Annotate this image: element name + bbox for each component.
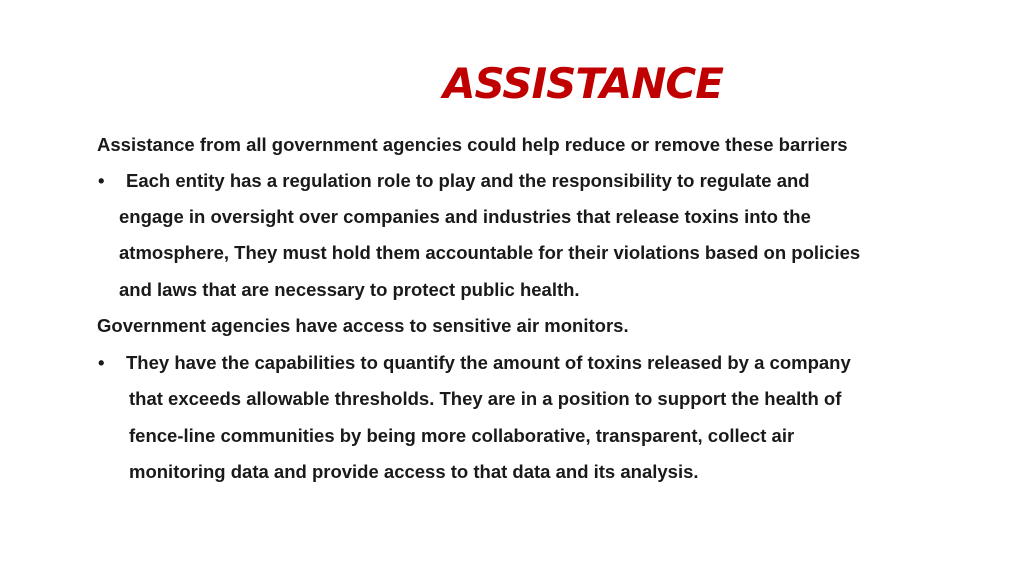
bullet-1-line-2: engage in oversight over companies and industries that release toxins into the bbox=[119, 206, 811, 227]
bullet-2-line-2: that exceeds allowable thresholds. They are in a position to support the health of bbox=[129, 388, 842, 409]
paragraph-2-heading: Government agencies have access to sensitive air monitors. bbox=[97, 315, 629, 336]
bullet-2-line-4: monitoring data and provide access to that data and its analysis. bbox=[129, 461, 699, 482]
slide-title: ASSISTANCE bbox=[443, 59, 723, 108]
bullet-1-line-3: atmosphere, They must hold them accountable for their violations based on policies bbox=[119, 242, 861, 263]
bullet-2-line-3: fence-line communities by being more collaborative, transparent, collect air bbox=[129, 425, 795, 446]
bullet-1-marker: • bbox=[98, 170, 105, 191]
bullet-1-line-1: Each entity has a regulation role to play and the responsibility to regulate and bbox=[126, 170, 810, 191]
bullet-2-line-1: They have the capabilities to quantify the amount of toxins released by a company bbox=[126, 352, 851, 373]
paragraph-1-heading: Assistance from all government agencies could help reduce or remove these barriers bbox=[97, 134, 848, 155]
bullet-2-marker: • bbox=[98, 352, 105, 373]
bullet-1-line-4: and laws that are necessary to protect public health. bbox=[119, 279, 580, 300]
